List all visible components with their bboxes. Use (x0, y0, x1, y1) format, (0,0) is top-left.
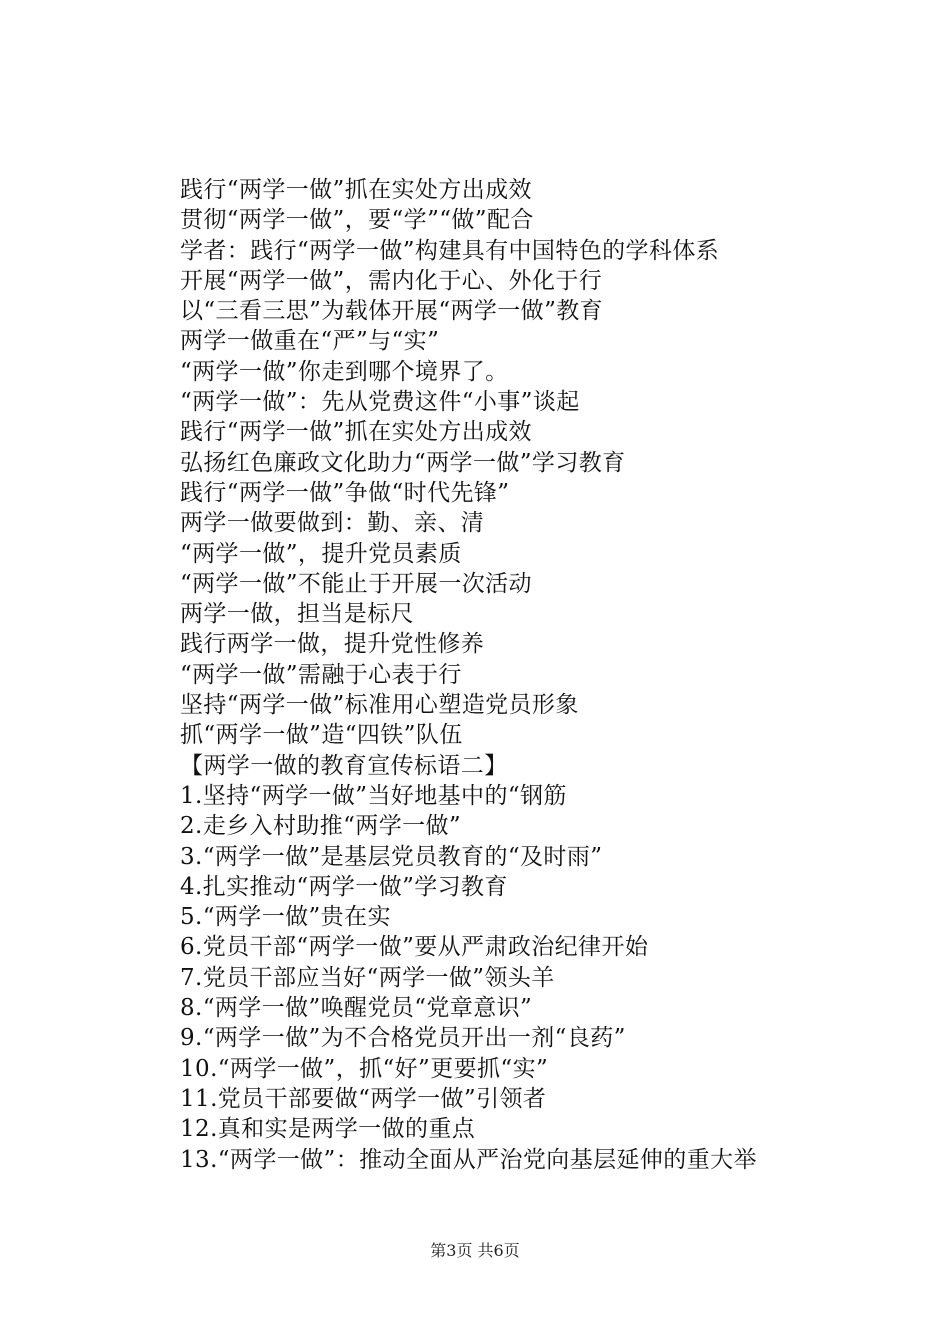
text-line: “两学一做”：先从党费这件“小事”谈起 (180, 389, 580, 416)
text-line: 6.党员干部“两学一做”要从严肃政治纪律开始 (180, 934, 649, 961)
text-line: 13.“两学一做”：推动全面从严治党向基层延伸的重大举 (180, 1146, 757, 1173)
text-line: 学者：践行“两学一做”构建具有中国特色的学科体系 (180, 237, 720, 264)
text-line: 两学一做，担当是标尺 (180, 601, 414, 628)
text-line: 2.走乡入村助推“两学一做” (180, 813, 462, 840)
page-footer: 第3页 共6页 (430, 1241, 520, 1260)
text-line: “两学一做”，提升党员素质 (180, 540, 462, 567)
text-line: 以“三看三思”为载体开展“两学一做”教育 (180, 298, 604, 325)
text-line: 两学一做要做到：勤、亲、清 (180, 510, 485, 537)
text-line: 践行两学一做，提升党性修养 (180, 631, 485, 658)
text-line: 开展“两学一做”，需内化于心、外化于行 (180, 267, 603, 294)
text-line: 贯彻“两学一做”，要“学”“做”配合 (180, 207, 534, 234)
text-line: 践行“两学一做”争做“时代先锋” (180, 479, 510, 506)
text-line: 践行“两学一做”抓在实处方出成效 (180, 177, 532, 203)
text-line: “两学一做”需融于心表于行 (180, 661, 462, 688)
text-line: 7.党员干部应当好“两学一做”领头羊 (180, 964, 555, 991)
text-line: 4.扎实推动“两学一做”学习教育 (180, 873, 508, 900)
text-line: 【两学一做的教育宣传标语二】 (180, 752, 508, 779)
document-body (180, 175, 880, 1175)
text-line: 12.真和实是两学一做的重点 (180, 1116, 476, 1143)
text-line: 抓“两学一做”造“四铁”队伍 (180, 722, 463, 749)
text-line: 践行“两学一做”抓在实处方出成效 (180, 419, 532, 446)
text-line: 5.“两学一做”贵在实 (180, 904, 391, 931)
text-line: 11.党员干部要做“两学一做”引领者 (180, 1085, 547, 1112)
text-line: 1.坚持“两学一做”当好地基中的“钢筋 (180, 782, 567, 809)
text-line: 两学一做重在“严”与“实” (180, 328, 440, 355)
text-line: 弘扬红色廉政文化助力“两学一做”学习教育 (180, 449, 626, 476)
text-line: 9.“两学一做”为不合格党员开出一剂“良药” (180, 1025, 626, 1052)
text-line: “两学一做”你走到哪个境界了。 (180, 358, 509, 385)
text-line: 3.“两学一做”是基层党员教育的“及时雨” (180, 843, 603, 870)
text-line: 坚持“两学一做”标准用心塑造党员形象 (180, 692, 579, 719)
text-line: 10.“两学一做”，抓“好”更要抓“实” (180, 1055, 549, 1082)
text-line: 8.“两学一做”唤醒党员“党章意识” (180, 995, 533, 1022)
text-line: “两学一做”不能止于开展一次活动 (180, 570, 532, 597)
